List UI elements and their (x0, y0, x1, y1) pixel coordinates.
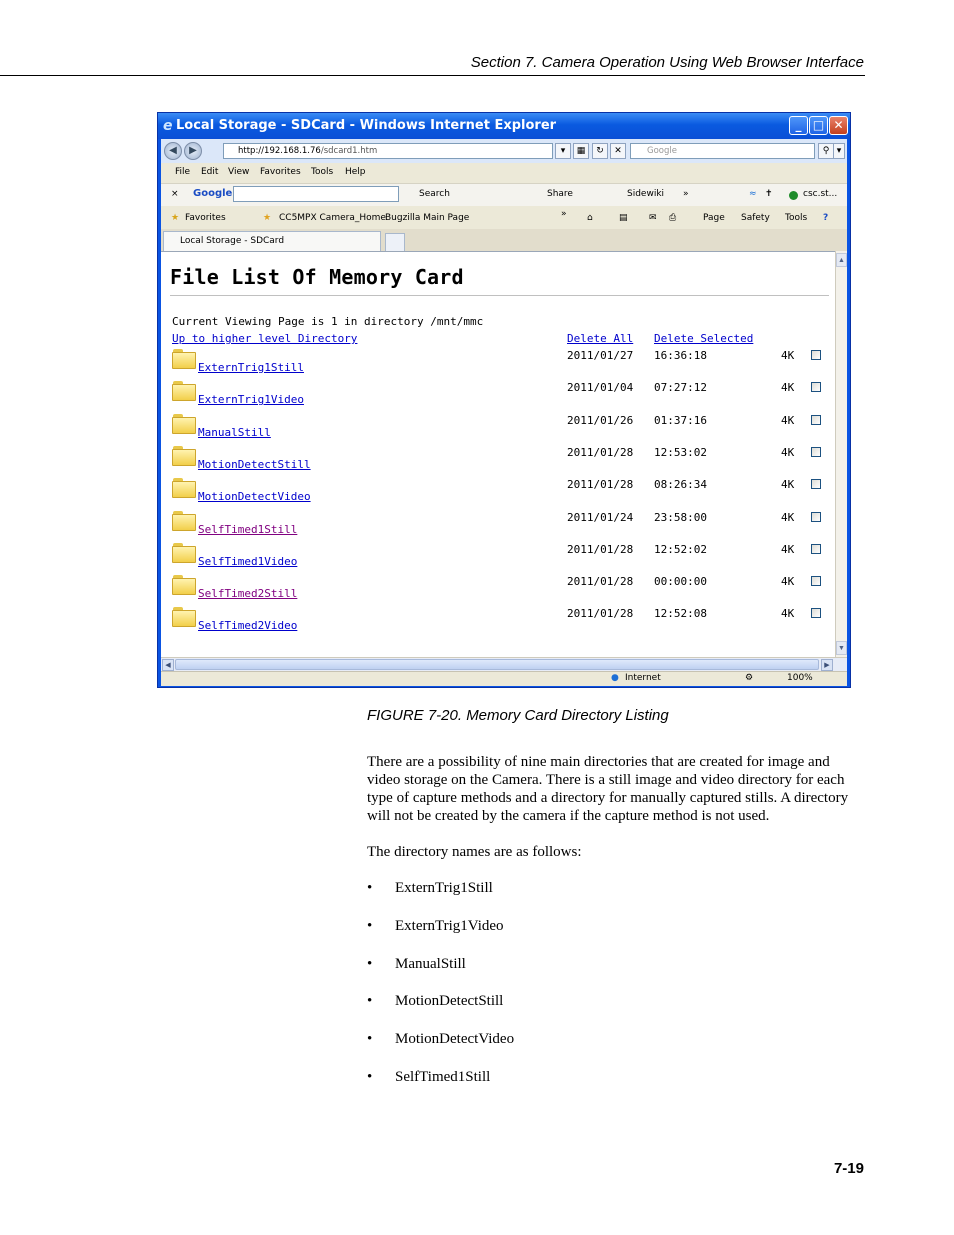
table-row (161, 381, 835, 413)
list-item (367, 1031, 514, 1069)
back-button[interactable]: ◀ (164, 142, 182, 160)
folder-icon (172, 381, 196, 401)
entry-date: 2011/01/04 (567, 381, 634, 395)
google-share-button[interactable]: Share (547, 189, 573, 199)
google-account-button[interactable]: csc.st... (803, 189, 838, 199)
page-content (161, 251, 835, 658)
table-row (161, 478, 835, 510)
entry-size: 4K (781, 445, 795, 459)
bullet-icon: • (367, 1031, 373, 1048)
select-checkbox[interactable] (811, 350, 821, 360)
directory-link[interactable]: MotionDetectVideo (198, 490, 311, 504)
entry-time: 12:52:08 (654, 607, 707, 621)
select-checkbox[interactable] (811, 608, 821, 618)
entry-time: 23:58:00 (654, 510, 707, 524)
account-status-icon (789, 191, 798, 200)
horizontal-scrollbar[interactable] (161, 657, 847, 672)
table-row (161, 414, 835, 446)
select-checkbox[interactable] (811, 415, 821, 425)
body-paragraph: There are a possibility of nine main directories that are created for image and video storage on the Camera. There is a still image and video directory for each type of capture methods and a directory for manually captured stills. A directory will not be created by the camera if the capture method is not used. (367, 754, 849, 824)
address-row (161, 139, 847, 163)
entry-date: 2011/01/26 (567, 413, 634, 427)
list-item (367, 1069, 514, 1107)
table-row (161, 446, 835, 478)
page-menu[interactable]: Page (703, 213, 725, 223)
feeds-icon[interactable]: ▤ (619, 213, 628, 223)
list-item (367, 993, 514, 1031)
table-row (161, 349, 835, 381)
search-icon[interactable]: ⚲ (818, 143, 834, 159)
toolbar-more-icon[interactable]: » (683, 189, 689, 199)
search-input[interactable]: Google (630, 143, 815, 159)
safety-menu[interactable]: Safety (741, 213, 770, 223)
status-zone: Internet (625, 673, 661, 683)
sidewiki-button[interactable]: Sidewiki (627, 189, 665, 199)
toolbar-close-icon[interactable]: × (171, 189, 179, 199)
list-item (367, 880, 514, 918)
select-checkbox[interactable] (811, 544, 821, 554)
folder-icon (172, 478, 196, 498)
bullet-icon: • (367, 1068, 373, 1085)
entry-date: 2011/01/28 (567, 478, 634, 492)
entry-time: 16:36:18 (654, 349, 707, 362)
select-checkbox[interactable] (811, 479, 821, 489)
table-row (161, 511, 835, 543)
entry-time: 08:26:34 (654, 478, 707, 492)
status-bar (161, 671, 847, 686)
list-item-text: ExternTrig1Video (395, 917, 504, 934)
directory-link[interactable]: SelfTimed2Still (198, 587, 298, 601)
browser-window (157, 112, 851, 688)
wrench-icon[interactable]: ✝ (765, 189, 773, 199)
refresh-icon[interactable]: ↻ (592, 143, 608, 159)
wifi-icon[interactable]: ≈ (749, 189, 757, 199)
new-tab-button[interactable] (385, 233, 405, 251)
entry-size: 4K (781, 607, 795, 621)
bullet-icon: • (367, 955, 373, 972)
compatibility-icon[interactable]: ▦ (573, 143, 589, 159)
list-item (367, 918, 514, 956)
entry-time: 12:52:02 (654, 542, 707, 556)
entry-size: 4K (781, 478, 795, 492)
address-host: http://192.168.1.76 (238, 146, 321, 156)
folder-icon (172, 607, 196, 627)
favorites-bar (161, 207, 847, 229)
favorites-button[interactable]: Favorites (185, 213, 226, 223)
folder-icon (172, 414, 196, 434)
address-dropdown-icon[interactable]: ▾ (555, 143, 571, 159)
title-bar[interactable] (158, 113, 850, 139)
google-logo: Google (193, 188, 233, 199)
google-search-button[interactable]: Search (419, 189, 450, 199)
folder-icon (172, 511, 196, 531)
entry-date: 2011/01/28 (567, 445, 634, 459)
protected-mode-icon[interactable]: ⚙ (745, 673, 754, 683)
print-icon[interactable]: ⎙ (669, 213, 677, 223)
entry-time: 12:53:02 (654, 445, 707, 459)
select-checkbox[interactable] (811, 447, 821, 457)
figure-caption: FIGURE 7-20. Memory Card Directory Listing (367, 707, 669, 724)
entry-date: 2011/01/28 (567, 542, 634, 556)
vertical-scrollbar[interactable] (835, 251, 847, 657)
menu-view[interactable]: View (228, 167, 250, 177)
delete-all-link[interactable]: Delete All (567, 332, 634, 345)
list-item-text: MotionDetectVideo (395, 1031, 515, 1048)
ie-logo-icon: e (163, 118, 173, 134)
tools-menu[interactable]: Tools (785, 213, 808, 223)
directory-link[interactable]: SelfTimed1Still (198, 522, 298, 536)
scroll-left-icon[interactable]: ◀ (162, 659, 174, 671)
tab-bar (161, 229, 847, 251)
table-row (161, 575, 835, 607)
page-title: File List Of Memory Card (170, 265, 464, 289)
home-icon[interactable]: ⌂ (587, 213, 593, 223)
header-rule (0, 75, 865, 76)
names-intro: The directory names are as follows: (367, 844, 582, 860)
globe-icon: ● (611, 673, 619, 683)
stop-icon[interactable]: ✕ (610, 143, 626, 159)
folder-icon (172, 575, 196, 595)
google-search-input[interactable] (233, 186, 399, 202)
address-input[interactable] (223, 143, 553, 159)
minimize-button[interactable]: _ (789, 116, 808, 135)
entry-date: 2011/01/28 (567, 575, 634, 589)
select-checkbox[interactable] (811, 512, 821, 522)
entry-date: 2011/01/27 (567, 349, 634, 362)
menu-file[interactable]: File (175, 167, 191, 177)
fav-link-camera-home[interactable]: CC5MPX Camera_Home (279, 213, 386, 223)
folder-icon (172, 349, 196, 369)
bullet-icon: • (367, 917, 373, 934)
close-button[interactable]: ✕ (829, 116, 848, 135)
current-view-text: Current Viewing Page is 1 in directory /mnt/mmc (172, 315, 484, 328)
table-row (161, 543, 835, 575)
entry-size: 4K (781, 413, 795, 427)
scroll-down-icon[interactable]: ▼ (836, 641, 847, 655)
bullet-icon: • (367, 993, 373, 1010)
window-title: Local Storage - SDCard - Windows Internet Explorer (176, 118, 557, 133)
browser-client (161, 139, 847, 685)
directory-link[interactable]: ExternTrig1Still (198, 361, 304, 374)
list-item-text: ManualStill (395, 955, 466, 972)
search-options-icon[interactable]: ▾ (833, 143, 845, 159)
directory-link[interactable]: ManualStill (198, 425, 271, 439)
select-checkbox[interactable] (811, 576, 821, 586)
entry-time: 07:27:12 (654, 381, 707, 395)
list-item-text: MotionDetectStill (395, 993, 504, 1010)
directory-link[interactable]: ExternTrig1Video (198, 393, 304, 407)
scroll-thumb[interactable] (175, 659, 819, 670)
up-directory-link[interactable]: Up to higher level Directory (172, 332, 358, 345)
list-item (367, 956, 514, 994)
zoom-level[interactable]: 100% (787, 673, 813, 683)
menu-bar (161, 163, 847, 183)
scroll-right-icon[interactable]: ▶ (821, 659, 833, 671)
section-header: Section 7. Camera Operation Using Web Browser Interface (470, 54, 864, 71)
directory-link[interactable]: SelfTimed1Video (198, 554, 298, 568)
menu-edit[interactable]: Edit (201, 167, 219, 177)
entry-time: 00:00:00 (654, 575, 707, 589)
menu-help[interactable]: Help (345, 167, 366, 177)
page-number: 7-19 (833, 1160, 864, 1177)
scroll-up-icon[interactable]: ▲ (836, 253, 847, 267)
maximize-button[interactable]: □ (809, 116, 828, 135)
suggested-sites-icon: ★ (263, 213, 272, 223)
address-path: /sdcard1.htm (320, 146, 378, 156)
favorites-star-icon: ★ (171, 213, 180, 223)
entry-size: 4K (781, 381, 795, 395)
table-row (161, 607, 835, 639)
delete-selected-link[interactable]: Delete Selected (654, 332, 754, 345)
menu-tools[interactable]: Tools (311, 167, 334, 177)
folder-icon (172, 543, 196, 563)
forward-button[interactable]: ▶ (184, 142, 202, 160)
directory-link[interactable]: SelfTimed2Video (198, 619, 298, 633)
select-checkbox[interactable] (811, 382, 821, 392)
menu-favorites[interactable]: Favorites (260, 167, 301, 177)
fav-link-bugzilla[interactable]: Bugzilla Main Page (385, 213, 470, 223)
list-item-text: SelfTimed1Still (395, 1068, 491, 1085)
google-toolbar (161, 183, 847, 206)
entry-size: 4K (781, 510, 795, 524)
directory-link[interactable]: MotionDetectStill (198, 457, 311, 471)
entry-size: 4K (781, 349, 795, 362)
favorites-more-icon[interactable]: » (561, 209, 567, 219)
entry-date: 2011/01/24 (567, 510, 634, 524)
directory-names-list (367, 880, 514, 1107)
list-item-text: ExternTrig1Still (395, 880, 493, 896)
title-rule (170, 295, 829, 296)
folder-icon (172, 446, 196, 466)
tab-local-storage[interactable]: Local Storage - SDCard (163, 231, 381, 251)
entry-size: 4K (781, 542, 795, 556)
help-icon[interactable]: ? (823, 213, 829, 223)
entry-size: 4K (781, 575, 795, 589)
mail-icon[interactable]: ✉ (649, 213, 657, 223)
entry-date: 2011/01/28 (567, 607, 634, 621)
entry-time: 01:37:16 (654, 413, 707, 427)
bullet-icon: • (367, 880, 373, 896)
